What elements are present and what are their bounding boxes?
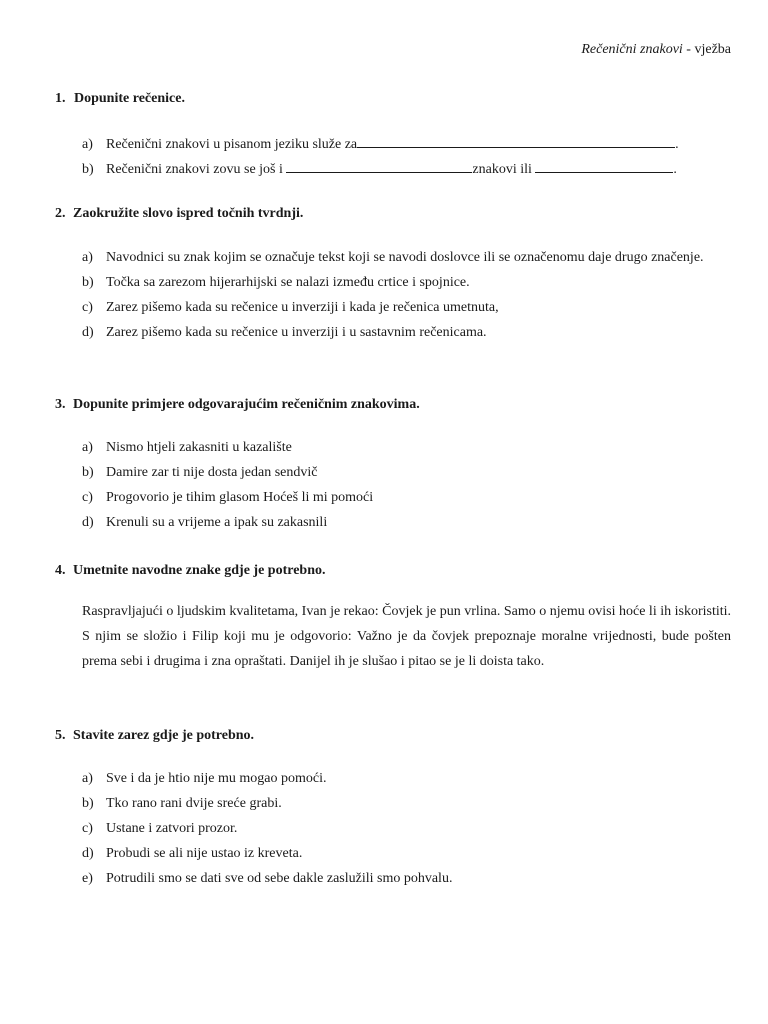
header-title: Rečenični znakovi: [581, 42, 683, 57]
list-item: c) Ustane i zatvori prozor.: [82, 821, 238, 836]
section-1-title: 1. Dopunite rečenice.: [55, 91, 185, 106]
section-5: [55, 726, 731, 746]
section-2-title: 2. Zaokružite slovo ispred točnih tvrdnji.: [55, 206, 304, 221]
list-item: a) Sve i da je htio nije mu mogao pomoći.: [82, 771, 327, 786]
header-subtitle: - vježba: [682, 42, 731, 57]
section-4-title: 4. Umetnite navodne znake gdje je potrebno.: [55, 563, 326, 578]
list-item: c) Zarez pišemo kada su rečenice u inverziji i kada je rečenica umetnuta,: [82, 300, 499, 315]
answer-blank[interactable]: [286, 158, 472, 173]
list-item: d) Zarez pišemo kada su rečenice u inverziji i u sastavnim rečenicama.: [82, 325, 487, 340]
section-3: [55, 395, 731, 415]
answer-blank[interactable]: [357, 133, 675, 148]
section-1: [55, 89, 731, 109]
list-item: c) Progovorio je tihim glasom Hoćeš li mi pomoći: [82, 490, 374, 505]
list-item: b) Damire zar ti nije dosta jedan sendvič: [82, 465, 318, 480]
section-3-title: 3. Dopunite primjere odgovarajućim rečeničnim znakovima.: [55, 397, 420, 412]
list-item: b) Rečenični znakovi zovu se još i znakovi ili .: [82, 157, 731, 182]
list-item: b) Točka sa zarezom hijerarhijski se nalazi između crtice i spojnice.: [82, 275, 470, 290]
list-item: e) Potrudili smo se dati sve od sebe dakle zaslužili smo pohvalu.: [82, 871, 453, 886]
section-5-items: [82, 766, 731, 891]
section-4-paragraph: Raspravljajući o ljudskim kvalitetama, Ivan je rekao: Čovjek je pun vrlina. Samo o njemu ovisi hoće li ih iskoristiti. S njim se složio i Filip koji mu je odgovorio: Važno je da čovjek prepoznaje moralne vrijednosti, bude pošten prema sebi i drugima i zna opraštati. Danijel ih je slušao i pitao se je li doista tako.: [82, 604, 731, 669]
list-item: a) Nismo htjeli zakasniti u kazalište: [82, 440, 292, 455]
section-1-items: [82, 132, 731, 182]
page-header: [581, 40, 731, 60]
answer-blank[interactable]: [535, 158, 673, 173]
list-item: b) Tko rano rani dvije sreće grabi.: [82, 796, 282, 811]
section-3-items: [82, 435, 731, 535]
section-5-title: 5. Stavite zarez gdje je potrebno.: [55, 728, 255, 743]
section-2: [55, 204, 731, 224]
list-item: d) Probudi se ali nije ustao iz kreveta.: [82, 846, 303, 861]
list-item: a) Rečenični znakovi u pisanom jeziku služe za .: [82, 132, 731, 157]
list-item: a) Navodnici su znak kojim se označuje tekst koji se navodi doslovce ili se označenomu daje drugo značenje.: [82, 250, 704, 265]
list-item: d) Krenuli su a vrijeme a ipak su zakasnili: [82, 515, 328, 530]
section-4: [55, 561, 731, 581]
section-2-items: [82, 245, 731, 345]
